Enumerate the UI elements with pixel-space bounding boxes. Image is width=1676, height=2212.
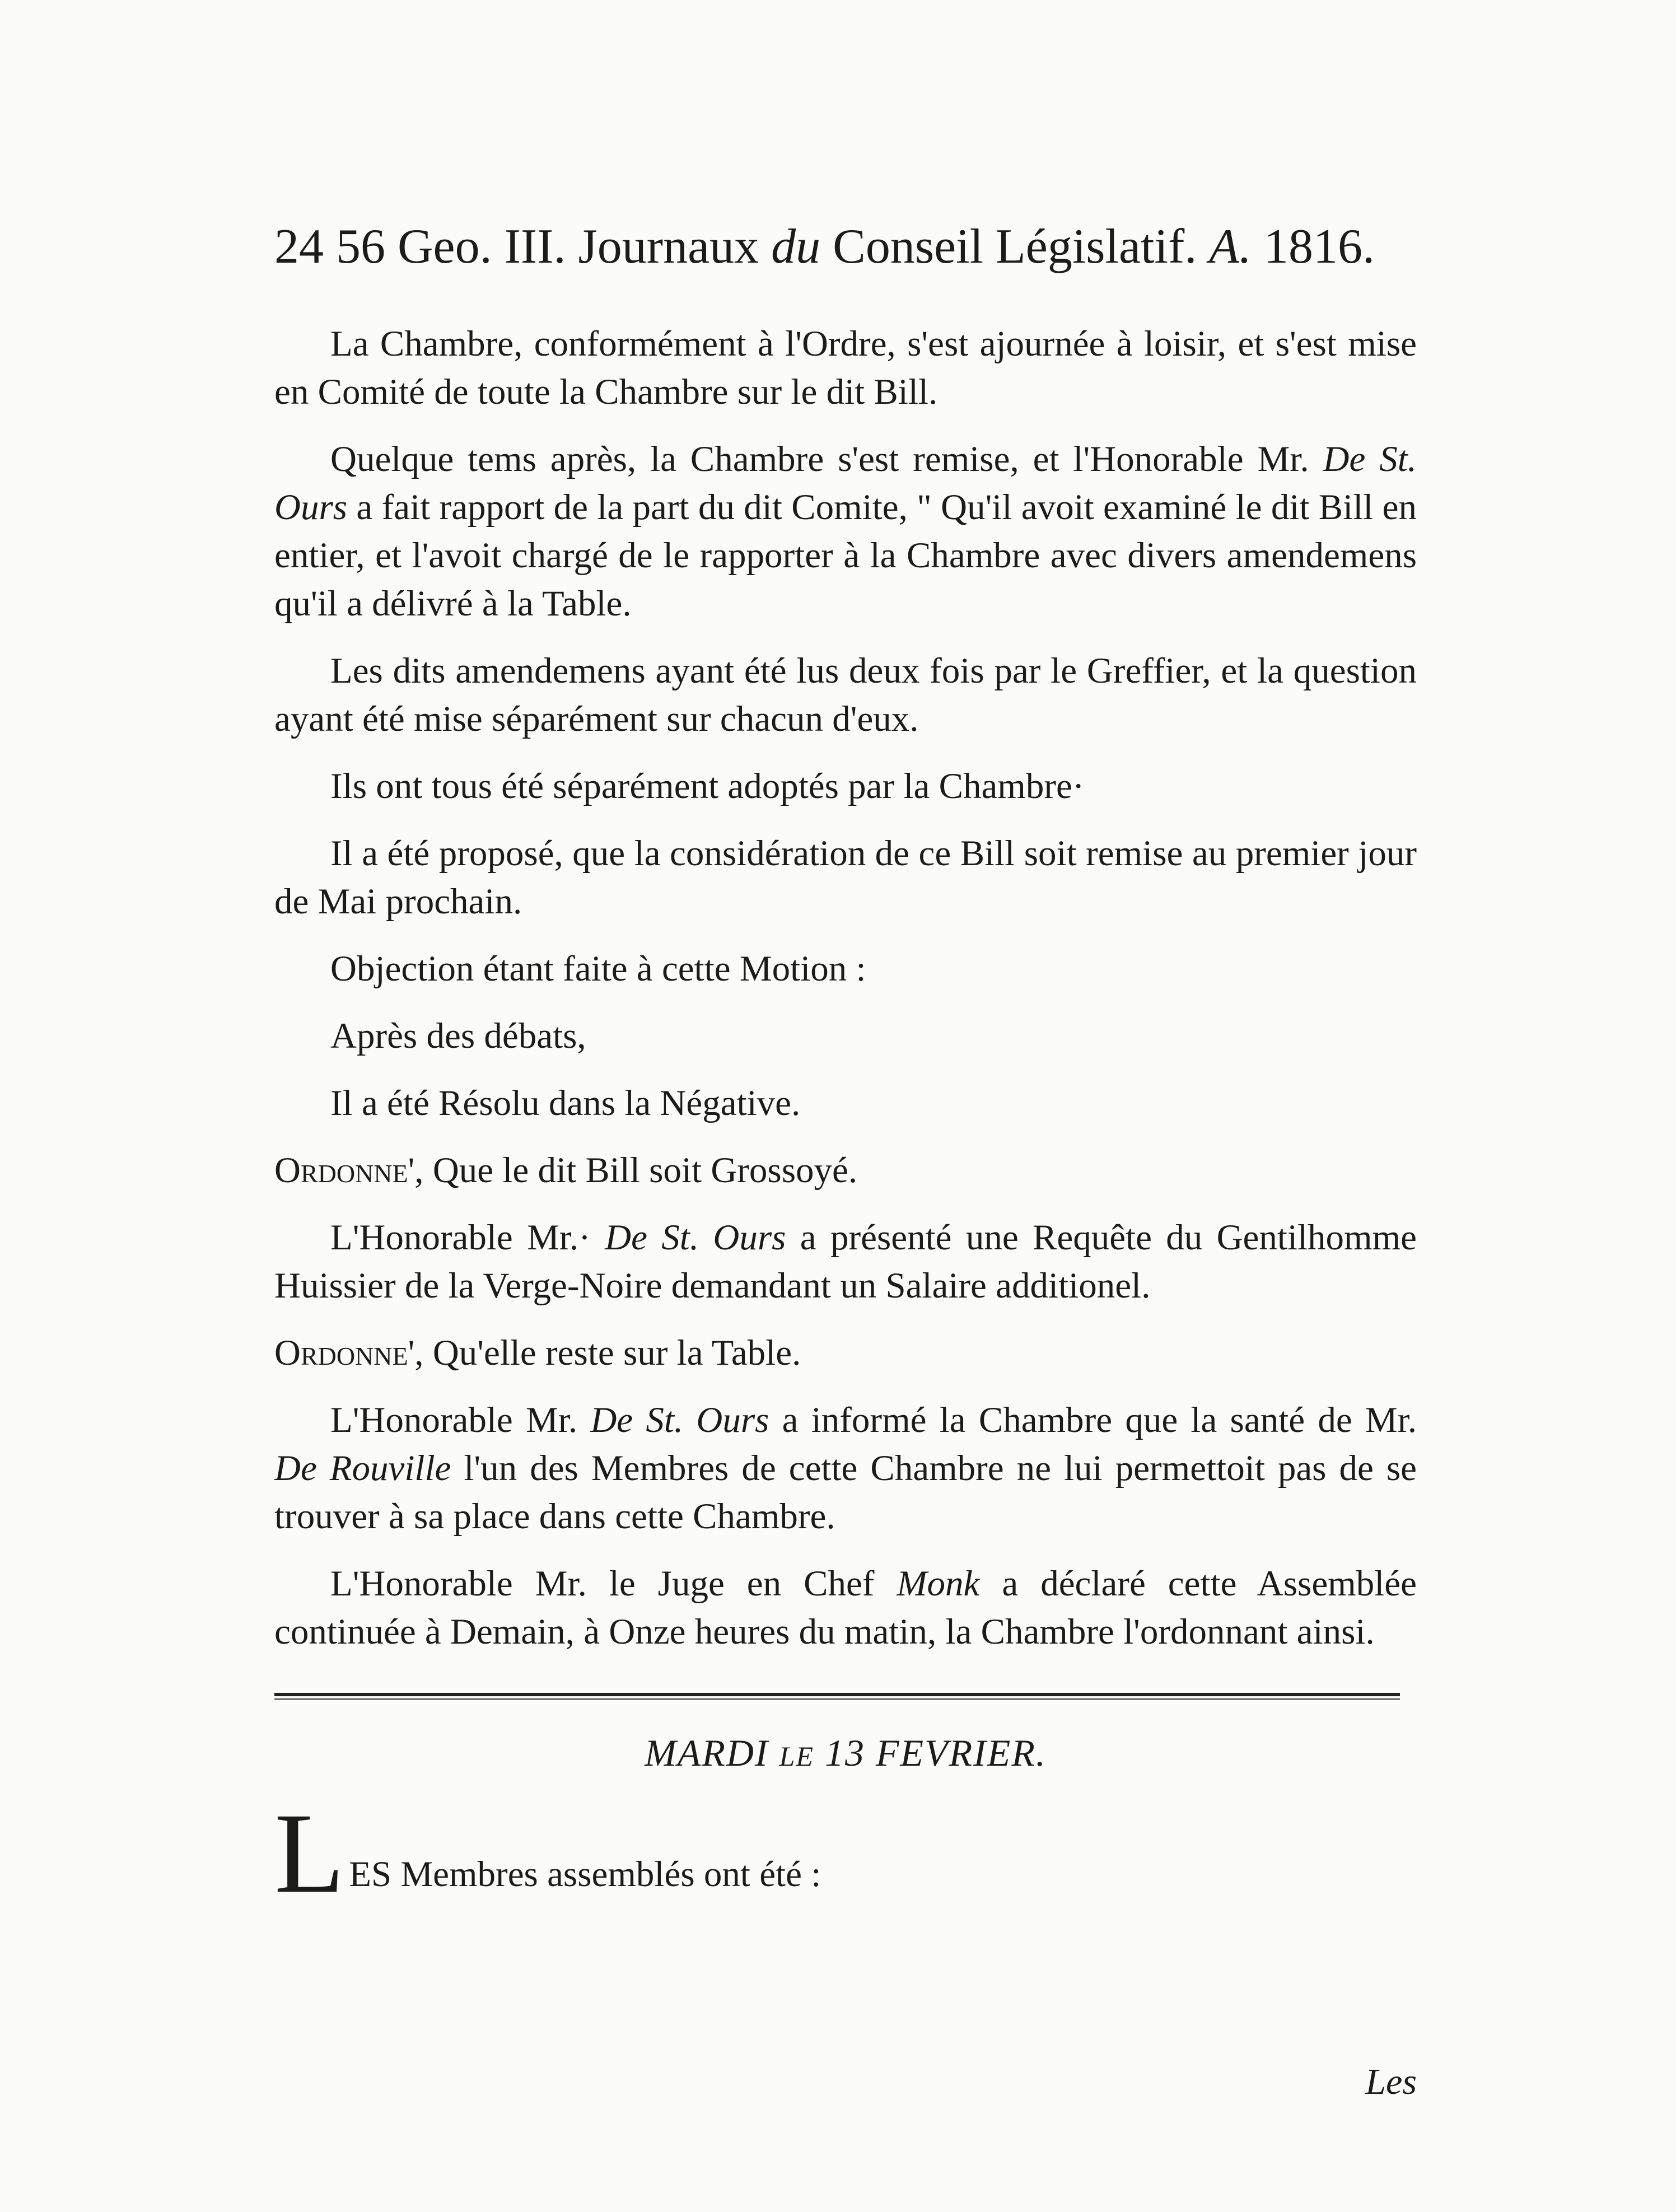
paragraph-text: Il a été Résolu dans la Négative. — [330, 1083, 801, 1123]
paragraph-text: Ils ont tous été séparément adoptés par la Chambre· — [330, 766, 1085, 806]
paragraph-amendments-read — [274, 647, 1417, 743]
member-name: De St. Ours — [605, 1217, 786, 1258]
paragraph-order-table — [274, 1329, 1417, 1377]
paragraph-amendments-adopted — [274, 762, 1417, 810]
order-label: Ordonne', — [274, 1333, 424, 1373]
journal-du: du — [771, 220, 821, 274]
paragraph-text: La Chambre, conformément à l'Ordre, s'est ajournée à loisir, et s'est mise en Comité de toute la Chambre sur le dit Bill. — [274, 324, 1417, 412]
dateline-date: 13 FEVRIER. — [824, 1732, 1047, 1774]
paragraph-adjournment — [274, 320, 1417, 416]
paragraph-continuation — [274, 1560, 1417, 1656]
member-name: De Rouville — [274, 1448, 451, 1488]
catchword: Les — [1365, 2061, 1417, 2102]
paragraph-text: a présenté une Requête du Gentilhomme Huissier de la Verge-Noire demandant un Salaire additionel. — [274, 1217, 1417, 1306]
dateline — [274, 1731, 1417, 1775]
anno-mark: A. — [1209, 220, 1252, 274]
paragraph-text: L'Honorable Mr. le Juge en Chef — [330, 1564, 875, 1604]
journal-page — [274, 218, 1417, 2102]
opening-line — [274, 1790, 1417, 1917]
paragraph-text: L'Honorable Mr.· — [330, 1217, 591, 1258]
paragraph-text: Quelque tems après, la Chambre s'est remise, et l'Honorable Mr. — [330, 439, 1309, 479]
council-name: Conseil Législatif. — [833, 220, 1197, 274]
opening-text: ES Membres assemblés ont été : — [349, 1854, 821, 1894]
paragraph-text: Après des débats, — [330, 1016, 586, 1056]
page-number: 24 — [274, 220, 324, 274]
paragraph-resolved — [274, 1079, 1417, 1127]
paragraph-health — [274, 1396, 1417, 1541]
drop-cap: L — [274, 1790, 345, 1917]
dateline-le: LE — [779, 1740, 814, 1772]
paragraph-text: a déclaré cette Assemblée continuée à Demain, à Onze heures du matin, la Chambre l'ordonnant ainsi. — [274, 1564, 1417, 1652]
paragraph-text: l'un des Membres de cette Chambre ne lui permettoit pas de se trouver à sa place dans cette Chambre. — [274, 1448, 1417, 1537]
paragraph-text: Il a été proposé, que la considération de ce Bill soit remise au premier jour de Mai prochain. — [274, 833, 1417, 922]
paragraph-text: Que le dit Bill soit Grossoyé. — [432, 1150, 858, 1191]
member-name: De St. Ours — [590, 1400, 769, 1440]
member-name: Monk — [897, 1564, 980, 1604]
paragraph-text: a fait rapport de la part du dit Comite, " Qu'il avoit examiné le dit Bill en entier, et l'avoit chargé de le rapporter à la Chambre avec divers amendemens qu'il a délivré à la Table. — [274, 487, 1417, 624]
paragraph-objection — [274, 945, 1417, 993]
dateline-day: MARDI — [645, 1732, 769, 1774]
paragraph-order-engrossed — [274, 1146, 1417, 1194]
paragraph-debates — [274, 1012, 1417, 1060]
order-label: Ordonne', — [274, 1150, 424, 1191]
regnal-year: 56 Geo. III. — [336, 220, 566, 274]
journal-title: Journaux — [578, 220, 759, 274]
paragraph-motion — [274, 829, 1417, 926]
member-name: De St. Ours — [274, 439, 1417, 528]
paragraph-text: Les dits amendemens ayant été lus deux fois par le Greffier, et la question ayant été mise séparément sur chacun d'eux. — [274, 651, 1417, 739]
header-year: 1816. — [1264, 220, 1375, 274]
paragraph-committee-report — [274, 435, 1417, 628]
paragraph-text: Qu'elle reste sur la Table. — [432, 1333, 801, 1373]
running-header — [274, 218, 1417, 275]
paragraph-text: a informé la Chambre que la santé de Mr. — [782, 1400, 1417, 1440]
paragraph-petition — [274, 1214, 1417, 1310]
paragraph-text: Objection étant faite à cette Motion : — [330, 949, 866, 989]
paragraph-text: L'Honorable Mr. — [330, 1400, 578, 1440]
section-rule — [274, 1693, 1400, 1700]
